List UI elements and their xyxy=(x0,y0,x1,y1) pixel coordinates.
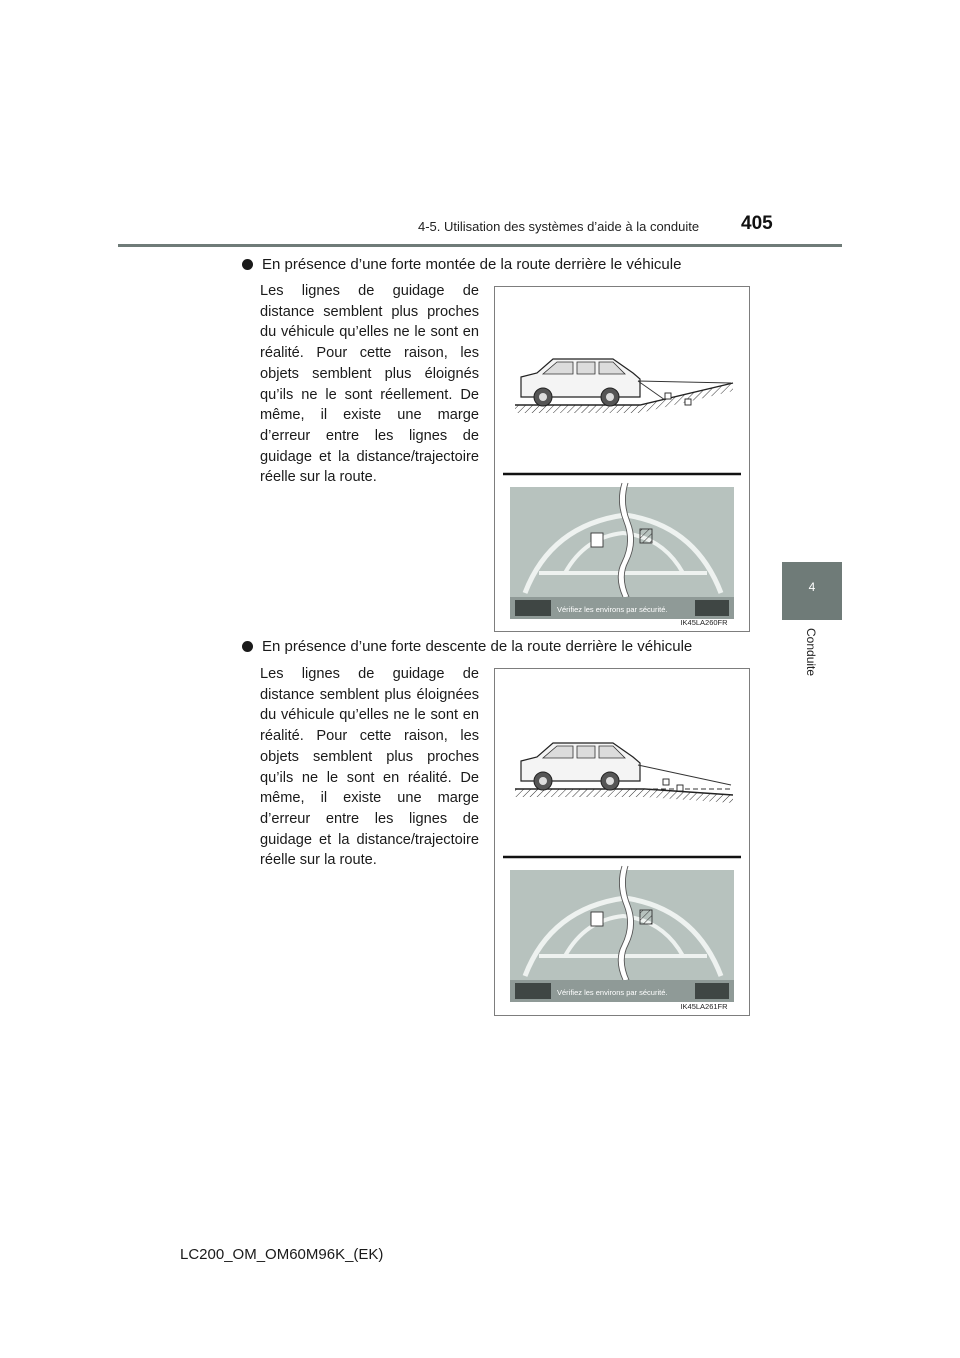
car-icon xyxy=(521,359,640,406)
section-body-downhill: Les lignes de guidage de distance semblent plus éloignées du véhicule qu’elles ne le sont en réalité. Pour cette raison, les objets semblent plus proches qu’ils ne le sont en réalité. De même, il existe une marge d’erreur entre les lignes de guidage et la distance/trajectoire réelle sur la route. xyxy=(260,666,479,869)
chapter-number: 4 xyxy=(808,580,816,594)
bullet-icon xyxy=(242,259,253,270)
car-icon xyxy=(521,743,640,790)
uphill-illustration xyxy=(495,287,749,631)
chapter-label-box xyxy=(782,620,842,698)
section-body-uphill: Les lignes de guidage de distance semblent plus proches du véhicule qu’elles ne le sont en réalité. Pour cette raison, les objets semblent plus éloignés qu’ils ne le sont réellement. De même, il existe une marge d’erreur entre les lignes de guidage et la distance/trajectoire réelle sur la route. xyxy=(260,283,479,486)
section-heading-downhill: En présence d’une forte descente de la route derrière le véhicule xyxy=(242,638,692,655)
manual-code: LC200_OM_OM60M96K_(EK) xyxy=(180,1246,384,1263)
downhill-illustration xyxy=(495,669,749,1015)
header-divider xyxy=(118,244,842,247)
page-number: 405 xyxy=(741,213,773,234)
section-title: 4-5. Utilisation des systèmes d’aide à la conduite xyxy=(418,219,700,234)
figure-uphill xyxy=(494,286,750,632)
chapter-label: Conduite xyxy=(804,628,818,677)
screen-message: Vérifiez les environs par sécurité. xyxy=(557,605,668,614)
chapter-tab xyxy=(782,562,842,620)
screen-message: Vérifiez les environs par sécurité. xyxy=(557,988,668,997)
bullet-icon xyxy=(242,641,253,652)
figure-code: IK45LA260FR xyxy=(680,618,728,627)
figure-code: IK45LA261FR xyxy=(680,1002,728,1011)
section-heading-uphill: En présence d’une forte montée de la route derrière le véhicule xyxy=(242,256,681,273)
figure-downhill xyxy=(494,668,750,1016)
